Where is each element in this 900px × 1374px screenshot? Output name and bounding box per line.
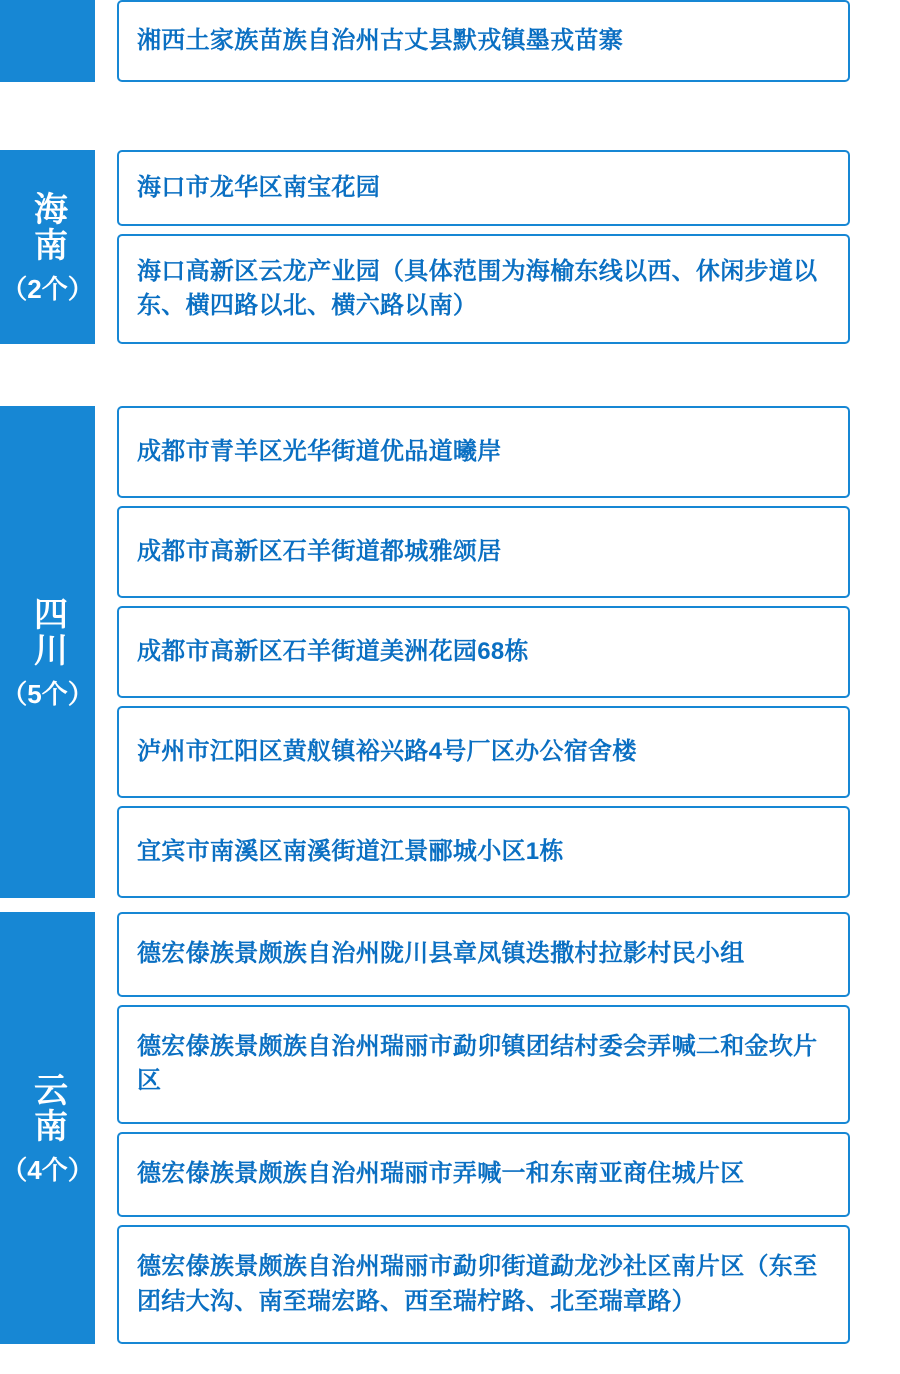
province-name: 云南	[28, 1071, 67, 1144]
province-label-sichuan	[0, 406, 95, 898]
province-count: （5个）	[1, 678, 94, 709]
list-item[interactable]: 德宏傣族景颇族自治州瑞丽市勐卯镇团结村委会弄喊二和金坎片区	[117, 1005, 850, 1124]
list-item[interactable]: 海口市龙华区南宝花园	[117, 150, 850, 226]
region-items	[117, 406, 850, 898]
province-label-hainan	[0, 150, 95, 344]
province-name: 四川	[28, 595, 67, 668]
spacer	[0, 898, 900, 912]
list-item[interactable]: 成都市高新区石羊街道美洲花园68栋	[117, 606, 850, 698]
region-group-hainan	[0, 150, 900, 344]
region-items	[117, 0, 850, 82]
province-label-partial	[0, 0, 95, 82]
list-item[interactable]: 海口高新区云龙产业园（具体范围为海榆东线以西、休闲步道以东、横四路以北、横六路以南）	[117, 234, 850, 344]
list-item[interactable]: 德宏傣族景颇族自治州陇川县章凤镇迭撒村拉影村民小组	[117, 912, 850, 997]
spacer	[0, 82, 900, 150]
region-group-sichuan	[0, 406, 900, 898]
province-count: （4个）	[1, 1154, 94, 1185]
list-item[interactable]: 成都市青羊区光华街道优品道曦岸	[117, 406, 850, 498]
list-item[interactable]: 宜宾市南溪区南溪街道江景郦城小区1栋	[117, 806, 850, 898]
region-items	[117, 912, 850, 1344]
list-item[interactable]: 成都市高新区石羊街道都城雅颂居	[117, 506, 850, 598]
region-group-yunnan	[0, 912, 900, 1344]
province-count: （2个）	[1, 273, 94, 304]
list-item[interactable]: 湘西土家族苗族自治州古丈县默戎镇墨戎苗寨	[117, 0, 850, 82]
province-name: 海南	[28, 190, 67, 263]
list-item[interactable]: 德宏傣族景颇族自治州瑞丽市弄喊一和东南亚商住城片区	[117, 1132, 850, 1217]
list-item[interactable]: 德宏傣族景颇族自治州瑞丽市勐卯街道勐龙沙社区南片区（东至团结大沟、南至瑞宏路、西至瑞柠路、北至瑞章路）	[117, 1225, 850, 1344]
list-item[interactable]: 泸州市江阳区黄舣镇裕兴路4号厂区办公宿舍楼	[117, 706, 850, 798]
region-items	[117, 150, 850, 344]
region-group-partial	[0, 0, 900, 82]
province-label-yunnan	[0, 912, 95, 1344]
spacer	[0, 344, 900, 406]
